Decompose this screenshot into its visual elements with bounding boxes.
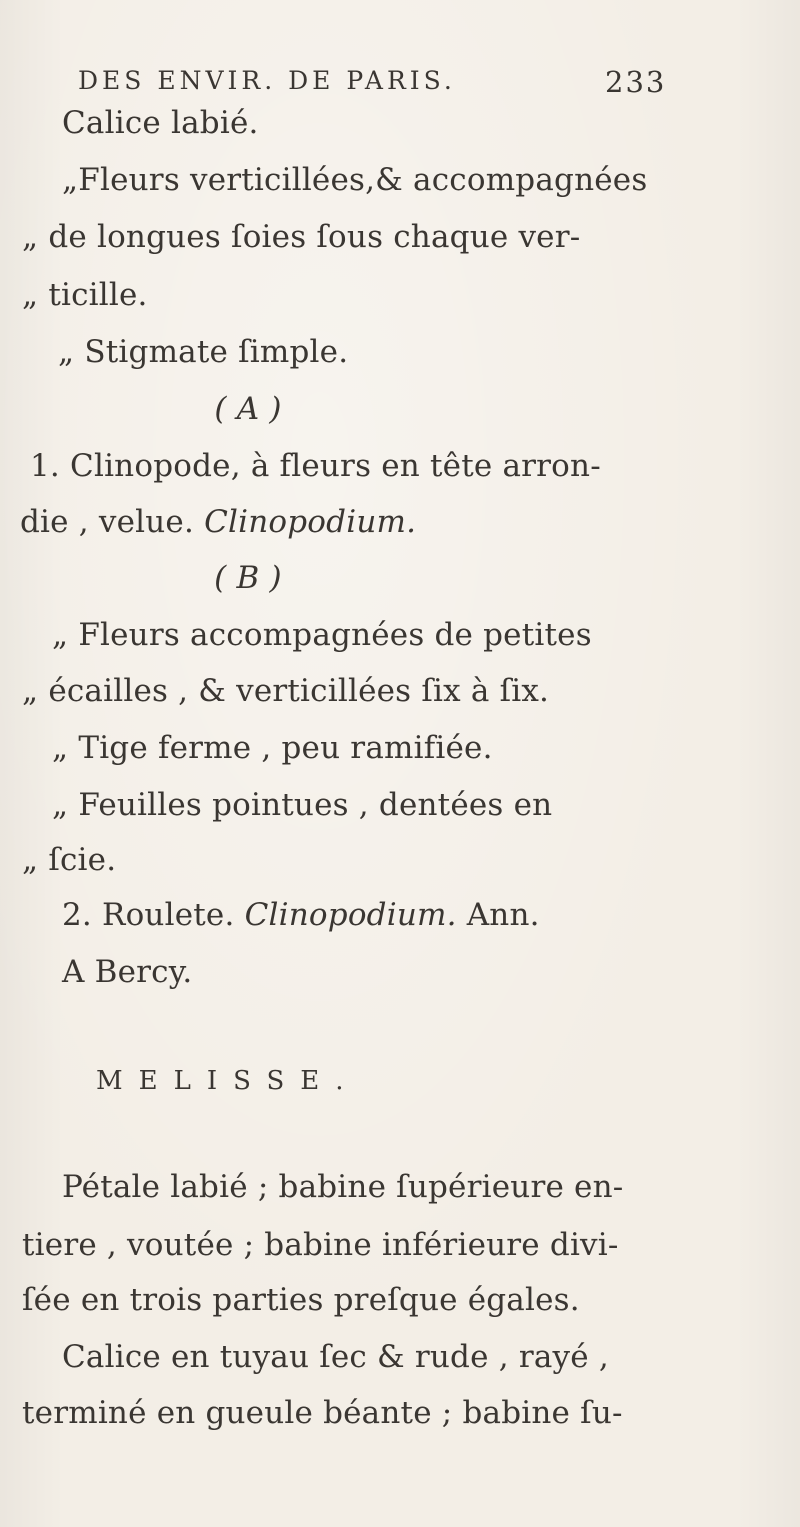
page-number: 233 <box>605 65 667 99</box>
text-line: Calice en tuyau ſec & rude , rayé , <box>62 1339 609 1375</box>
text-line: „ Tige ferme , peu ramifiée. <box>52 730 493 766</box>
text-line: „ Fleurs accompagnées de petites <box>52 617 592 653</box>
text-line: „Fleurs verticillées,& accompagnées <box>62 162 648 198</box>
section-marker: ( A ) <box>214 391 282 427</box>
text-line: „ Feuilles pointues , dentées en <box>52 787 553 823</box>
text-line: ſée en trois parties preſque égales. <box>22 1282 580 1318</box>
section-marker: ( B ) <box>214 560 282 596</box>
running-header <box>78 68 456 93</box>
latin-name: Clinopodium. <box>204 504 417 540</box>
text-line: „ écailles , & verticillées ſix à ſix. <box>22 673 550 709</box>
text-line: die , velue. Clinopodium. <box>20 504 417 540</box>
abbreviation: Ann. <box>466 897 540 933</box>
text-line: 1. Clinopode, à fleurs en tête arron- <box>30 448 601 484</box>
text-line: „ Stigmate ſimple. <box>58 334 349 370</box>
text-line: Calice labié. <box>62 105 259 141</box>
text-line: „ ticille. <box>22 277 148 313</box>
section-heading: MELISSE. <box>96 1066 360 1096</box>
text-line: A Bercy. <box>62 954 193 990</box>
text-line: 2. Roulete. Clinopodium. Ann. <box>62 897 540 933</box>
header-title: DES ENVIR. DE PARIS. <box>78 66 456 95</box>
text-line: „ ſcie. <box>22 842 117 878</box>
text-line: terminé en gueule béante ; babine ſu- <box>22 1395 623 1431</box>
text-line: „ de longues ſoies ſous chaque ver- <box>22 219 581 255</box>
text-line: Pétale labié ; babine ſupérieure en- <box>62 1169 624 1205</box>
latin-name: Clinopodium. <box>244 897 457 933</box>
text-line: tiere , voutée ; babine inférieure divi- <box>22 1227 619 1263</box>
